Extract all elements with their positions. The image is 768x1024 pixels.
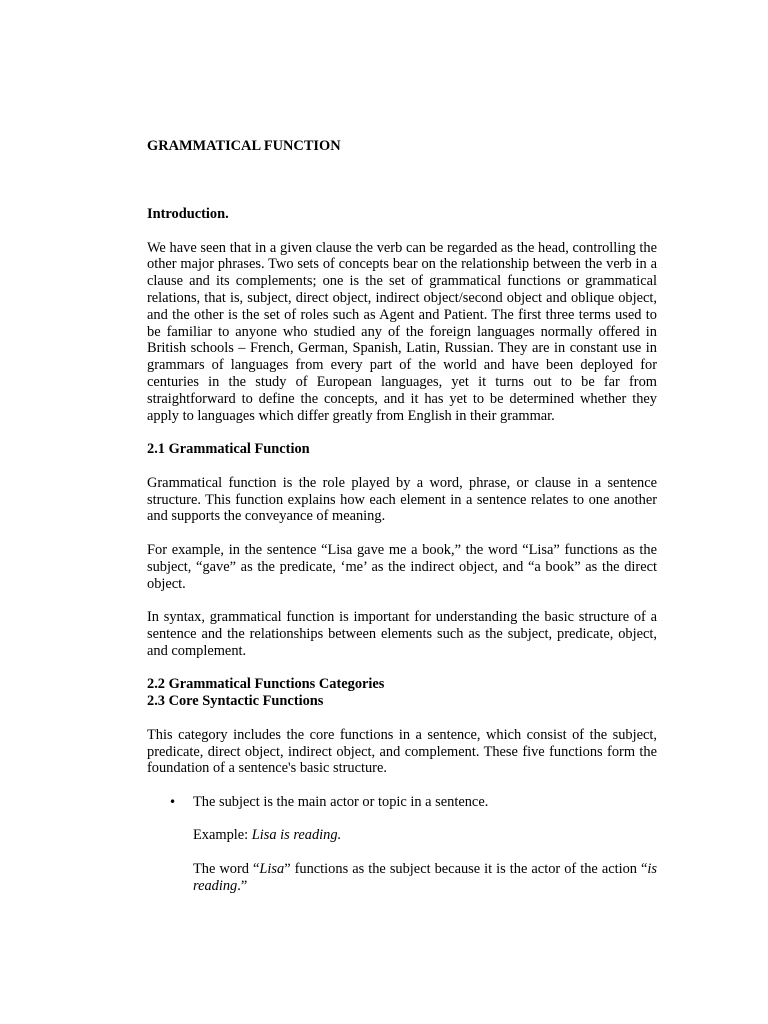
- section-2-1-paragraph-1: Grammatical function is the role played by a word, phrase, or clause in a sentence structure. This function explains how each element in a sentence relates to one another and supports the conveyance of meaning.: [147, 474, 657, 525]
- explanation-part2: ” functions as the subject because it is the actor of the action “: [284, 861, 648, 878]
- intro-heading: Introduction.: [147, 206, 229, 222]
- bullet-icon: •: [169, 794, 177, 809]
- section-2-1-heading: 2.1 Grammatical Function: [147, 441, 310, 458]
- explanation-action: is reading: [193, 861, 658, 894]
- section-2-3-paragraph: This category includes the core functions in a sentence, which consist of the subject, predicate, direct object, indirect object, and complement. These five functions form the foundation of a sentence's basic structure.: [147, 726, 657, 777]
- example-sentence: Lisa is reading.: [251, 827, 342, 844]
- section-2-2-heading: 2.2 Grammatical Functions Categories: [147, 676, 385, 693]
- example-label: Example:: [193, 827, 252, 844]
- document-title: GRAMMATICAL FUNCTION: [147, 138, 341, 154]
- explanation-part3: .”: [237, 877, 248, 894]
- bullet-example: [193, 827, 657, 844]
- intro-paragraph: We have seen that in a given clause the verb can be regarded as the head, controlling the other major phrases. Two sets of concepts bear on the relationship between the verb in a clause and its complements; one is the set of grammatical functions or grammatical relations, that is, subject, direct object, indirect object/second object and oblique object, and the other is the set of roles such as Agent and Patient. The first three terms used to be familiar to anyone who studied any of the foreign languages normally offered in British schools – French, German, Spanish, Latin, Russian. They are in constant use in grammars of languages from every part of the world and have been deployed for centuries in the study of European languages, yet it turns out to be far from straightforward to define the concepts, and it has yet to be determined whether they apply to languages which differ greatly from English in their grammar.: [147, 239, 657, 424]
- section-2-1-paragraph-2: For example, in the sentence “Lisa gave me a book,” the word “Lisa” functions as the subject, “gave” as the predicate, ‘me’ as the indirect object, and “a book” as the direct object.: [147, 541, 657, 592]
- bullet-list-item: [169, 793, 658, 895]
- explanation-subject: Lisa: [259, 861, 285, 878]
- explanation-part1: The word “: [193, 861, 260, 878]
- section-2-3-heading: 2.3 Core Syntactic Functions: [147, 693, 324, 710]
- document-body: [147, 206, 657, 911]
- bullet-explanation: [193, 861, 657, 895]
- section-2-1-paragraph-3: In syntax, grammatical function is important for understanding the basic structure of a sentence and the relationships between elements such as the subject, predicate, object, and complement.: [147, 609, 657, 659]
- bullet-text: The subject is the main actor or topic in a sentence.: [193, 793, 489, 810]
